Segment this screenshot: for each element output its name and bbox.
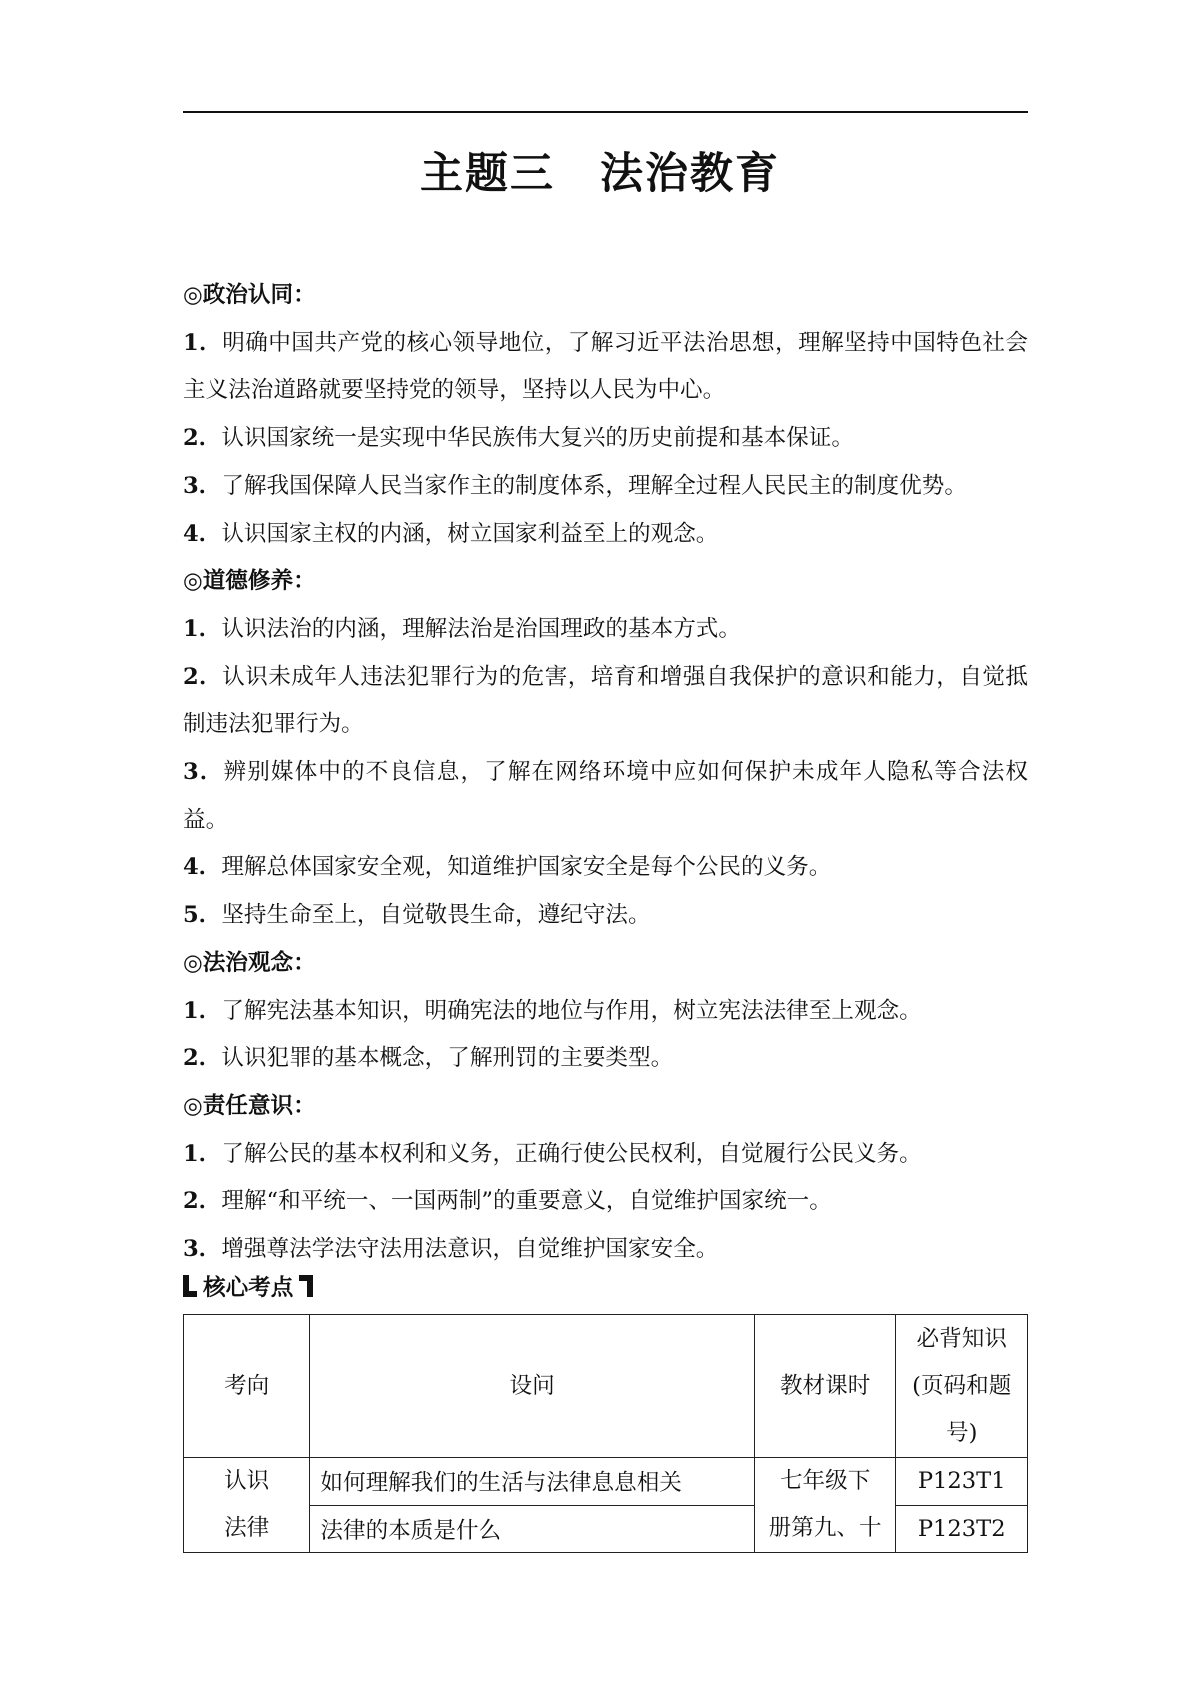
direction-cell: 认识 法律: [184, 1458, 310, 1553]
objectives-content: [183, 272, 1028, 1274]
list-item: 3．增强尊法学法守法用法意识，自觉维护国家安全。: [183, 1236, 719, 1263]
list-item: 1．认识法治的内涵，理解法治是治国理政的基本方式。: [183, 615, 741, 642]
header-direction: 考向: [184, 1315, 310, 1458]
header-must-know: 必背知识 (页码和题 号): [896, 1315, 1028, 1458]
right-bracket-icon: [299, 1275, 313, 1297]
header-question: 设问: [310, 1315, 754, 1458]
core-points-label: [183, 1272, 313, 1300]
list-item: 1．了解宪法基本知识，明确宪法的地位与作用，树立宪法法律至上观念。: [183, 997, 922, 1024]
list-item: 1．明确中国共产党的核心领导地位，了解习近平法治思想，理解坚持中国特色社会主义法治道路就要坚持党的领导，坚持以人民为中心。: [183, 329, 1028, 404]
list-item: 4．理解总体国家安全观，知道维护国家安全是每个公民的义务。: [183, 854, 832, 881]
code-cell: P123T1: [896, 1458, 1028, 1506]
lesson-cell: 七年级下 册第九、十: [754, 1458, 896, 1553]
header-lesson: 教材课时: [754, 1315, 896, 1458]
list-item: 1．了解公民的基本权利和义务，正确行使公民权利，自觉履行公民义务。: [183, 1140, 922, 1167]
question-cell: 法律的本质是什么: [310, 1505, 754, 1553]
section-heading: ◎法治观念：: [183, 949, 316, 976]
list-item: 4．认识国家主权的内涵，树立国家利益至上的观念。: [183, 520, 719, 547]
question-cell: 如何理解我们的生活与法律息息相关: [310, 1458, 754, 1506]
section-heading: ◎政治认同：: [183, 282, 316, 308]
page-title: 主题三 法治教育: [420, 149, 780, 199]
list-item: 3．了解我国保障人民当家作主的制度体系，理解全过程人民民主的制度优势。: [183, 472, 967, 499]
core-points-text: 核心考点: [203, 1275, 294, 1301]
core-points-table: [183, 1314, 1028, 1553]
table-header-row: [184, 1315, 1028, 1458]
left-bracket-icon: [183, 1275, 197, 1297]
table-row: [184, 1505, 1028, 1553]
table-row: [184, 1458, 1028, 1506]
list-item: 2．认识国家统一是实现中华民族伟大复兴的历史前提和基本保证。: [183, 425, 854, 452]
section-heading: ◎责任意识：: [183, 1092, 316, 1119]
top-rule: [183, 111, 1028, 113]
list-item: 2．理解“和平统一、一国两制”的重要意义，自觉维护国家统一。: [183, 1188, 832, 1215]
code-cell: P123T2: [896, 1505, 1028, 1553]
section-heading: ◎道德修养：: [183, 568, 316, 595]
list-item: 2．认识犯罪的基本概念，了解刑罚的主要类型。: [183, 1045, 674, 1072]
list-item: 5．坚持生命至上，自觉敬畏生命，遵纪守法。: [183, 902, 651, 929]
list-item: 2．认识未成年人违法犯罪行为的危害，培育和增强自我保护的意识和能力，自觉抵制违法犯罪行为。: [183, 663, 1028, 738]
list-item: 3．辨别媒体中的不良信息，了解在网络环境中应如何保护未成年人隐私等合法权益。: [183, 759, 1028, 833]
